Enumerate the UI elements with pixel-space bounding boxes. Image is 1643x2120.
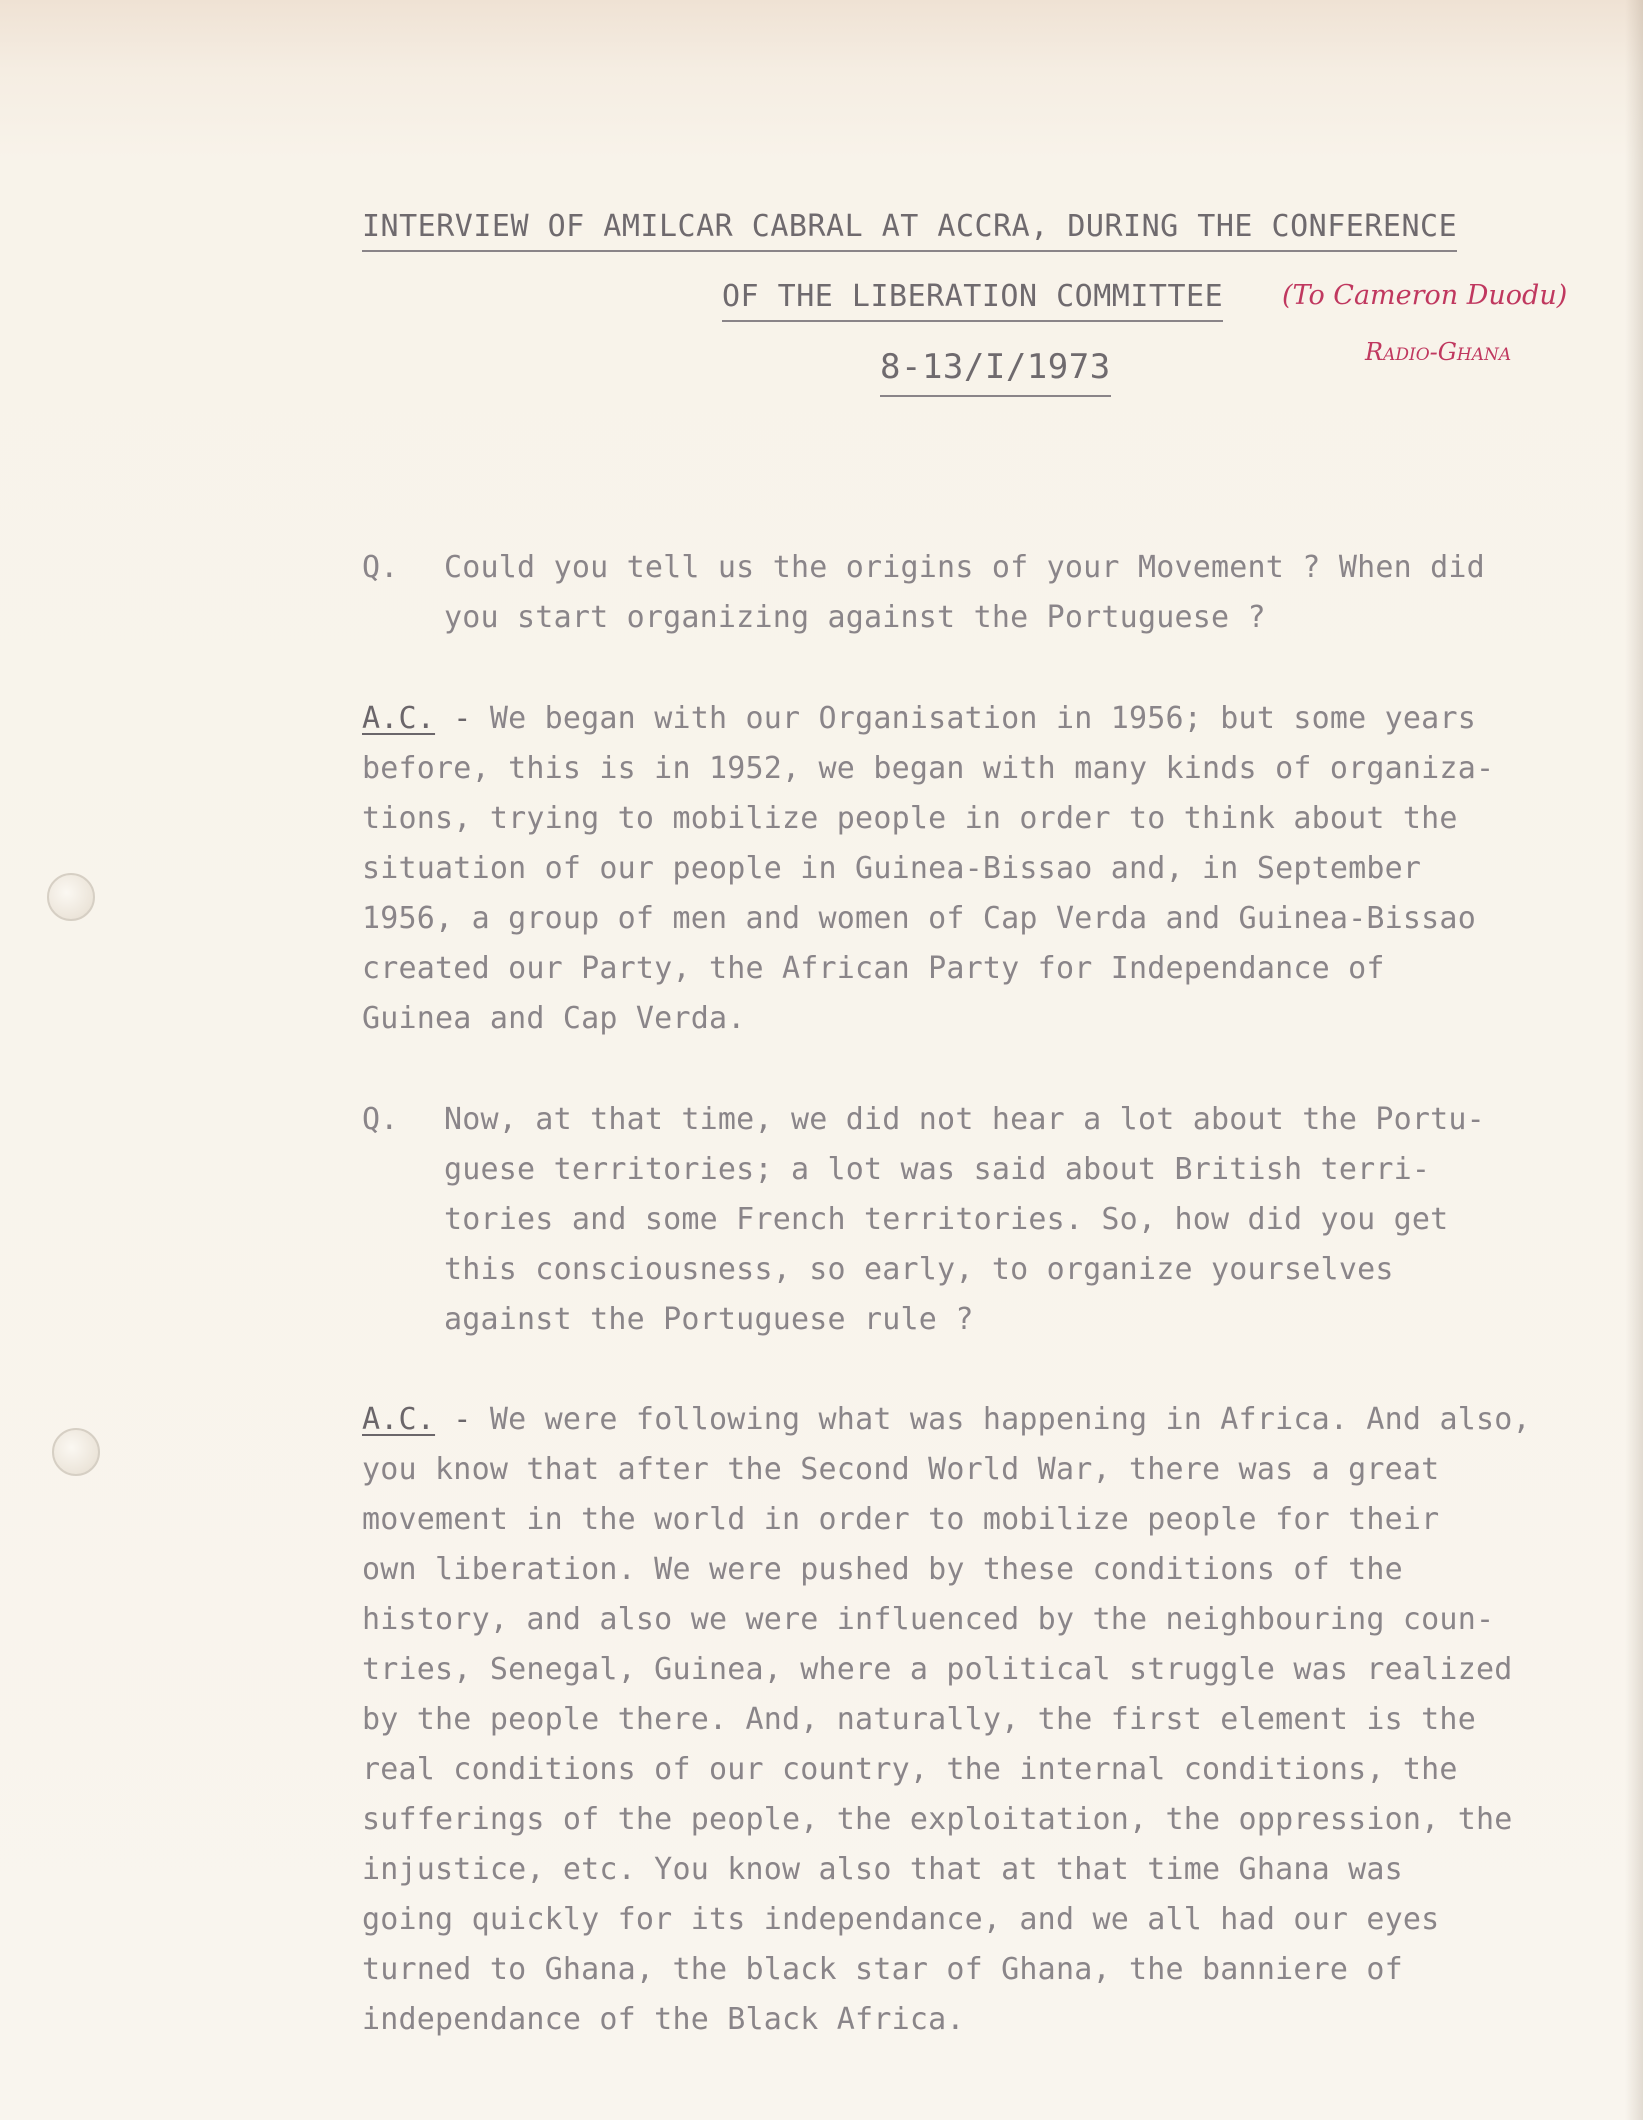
a1-line: We began with our Organisation in 1956; but some years — [471, 701, 1476, 736]
a2-line: movement in the world in order to mobilize people for their — [362, 1502, 1440, 1537]
a2-speaker-label: A.C. — [362, 1402, 436, 1437]
q1-line: you start organizing against the Portuguese ? — [444, 600, 1266, 635]
a1-speaker-label: A.C. — [362, 701, 436, 736]
q2-line: guese territories; a lot was said about British terri- — [444, 1152, 1431, 1187]
a2-line: real conditions of our country, the internal conditions, the — [362, 1752, 1458, 1787]
a1-line: created our Party, the African Party for Independance of — [362, 951, 1385, 986]
a1-line: tions, trying to mobilize people in order to think about the — [362, 801, 1458, 836]
a2-line: turned to Ghana, the black star of Ghana, the banniere of — [362, 1952, 1403, 1987]
a2-first-line: A.C. - We were following what was happening in Africa. And also, — [362, 1402, 1531, 1437]
a2-line: own liberation. We were pushed by these conditions of the — [362, 1552, 1403, 1587]
q2-label: Q. — [362, 1102, 399, 1137]
punch-hole — [47, 873, 95, 921]
q1-line: Could you tell us the origins of your Movement ? When did — [444, 550, 1485, 585]
document-date: 8-13/I/1973 — [880, 350, 1111, 384]
handwritten-note-station: Radio-Ghana — [1365, 338, 1512, 366]
a2-line: tries, Senegal, Guinea, where a political struggle was realized — [362, 1652, 1513, 1687]
a2-line: history, and also we were influenced by the neighbouring coun- — [362, 1602, 1495, 1637]
a2-line: sufferings of the people, the exploitation, the oppression, the — [362, 1802, 1513, 1837]
q2-line: this consciousness, so early, to organize yourselves — [444, 1252, 1394, 1287]
q2-line: against the Portuguese rule ? — [444, 1302, 974, 1337]
a2-line: you know that after the Second World War, there was a great — [362, 1452, 1440, 1487]
q1-label: Q. — [362, 550, 399, 585]
title-line-2: OF THE LIBERATION COMMITTEE — [722, 282, 1223, 312]
a1-line: 1956, a group of men and women of Cap Verda and Guinea-Bissao — [362, 901, 1476, 936]
a1-line: before, this is in 1952, we began with many kinds of organiza- — [362, 751, 1495, 786]
a2-line: injustice, etc. You know also that at that time Ghana was — [362, 1852, 1403, 1887]
a1-line: situation of our people in Guinea-Bissao and, in September — [362, 851, 1422, 886]
q2-line: tories and some French territories. So, how did you get — [444, 1202, 1449, 1237]
a2-line: independance of the Black Africa. — [362, 2002, 965, 2037]
a2-line: by the people there. And, naturally, the first element is the — [362, 1702, 1476, 1737]
punch-hole — [52, 1428, 100, 1476]
a2-line: We were following what was happening in Africa. And also, — [471, 1402, 1531, 1437]
title-line-1: INTERVIEW OF AMILCAR CABRAL AT ACCRA, DURING THE CONFERENCE — [362, 212, 1457, 242]
a2-line: going quickly for its independance, and we all had our eyes — [362, 1902, 1440, 1937]
handwritten-note-recipient: (To Cameron Duodu) — [1282, 280, 1568, 311]
q2-line: Now, at that time, we did not hear a lot about the Portu- — [444, 1102, 1485, 1137]
page-edge-shadow — [1625, 0, 1643, 2120]
a1-first-line: A.C. - We began with our Organisation in 1956; but some years — [362, 701, 1476, 736]
a1-line: Guinea and Cap Verda. — [362, 1001, 746, 1036]
